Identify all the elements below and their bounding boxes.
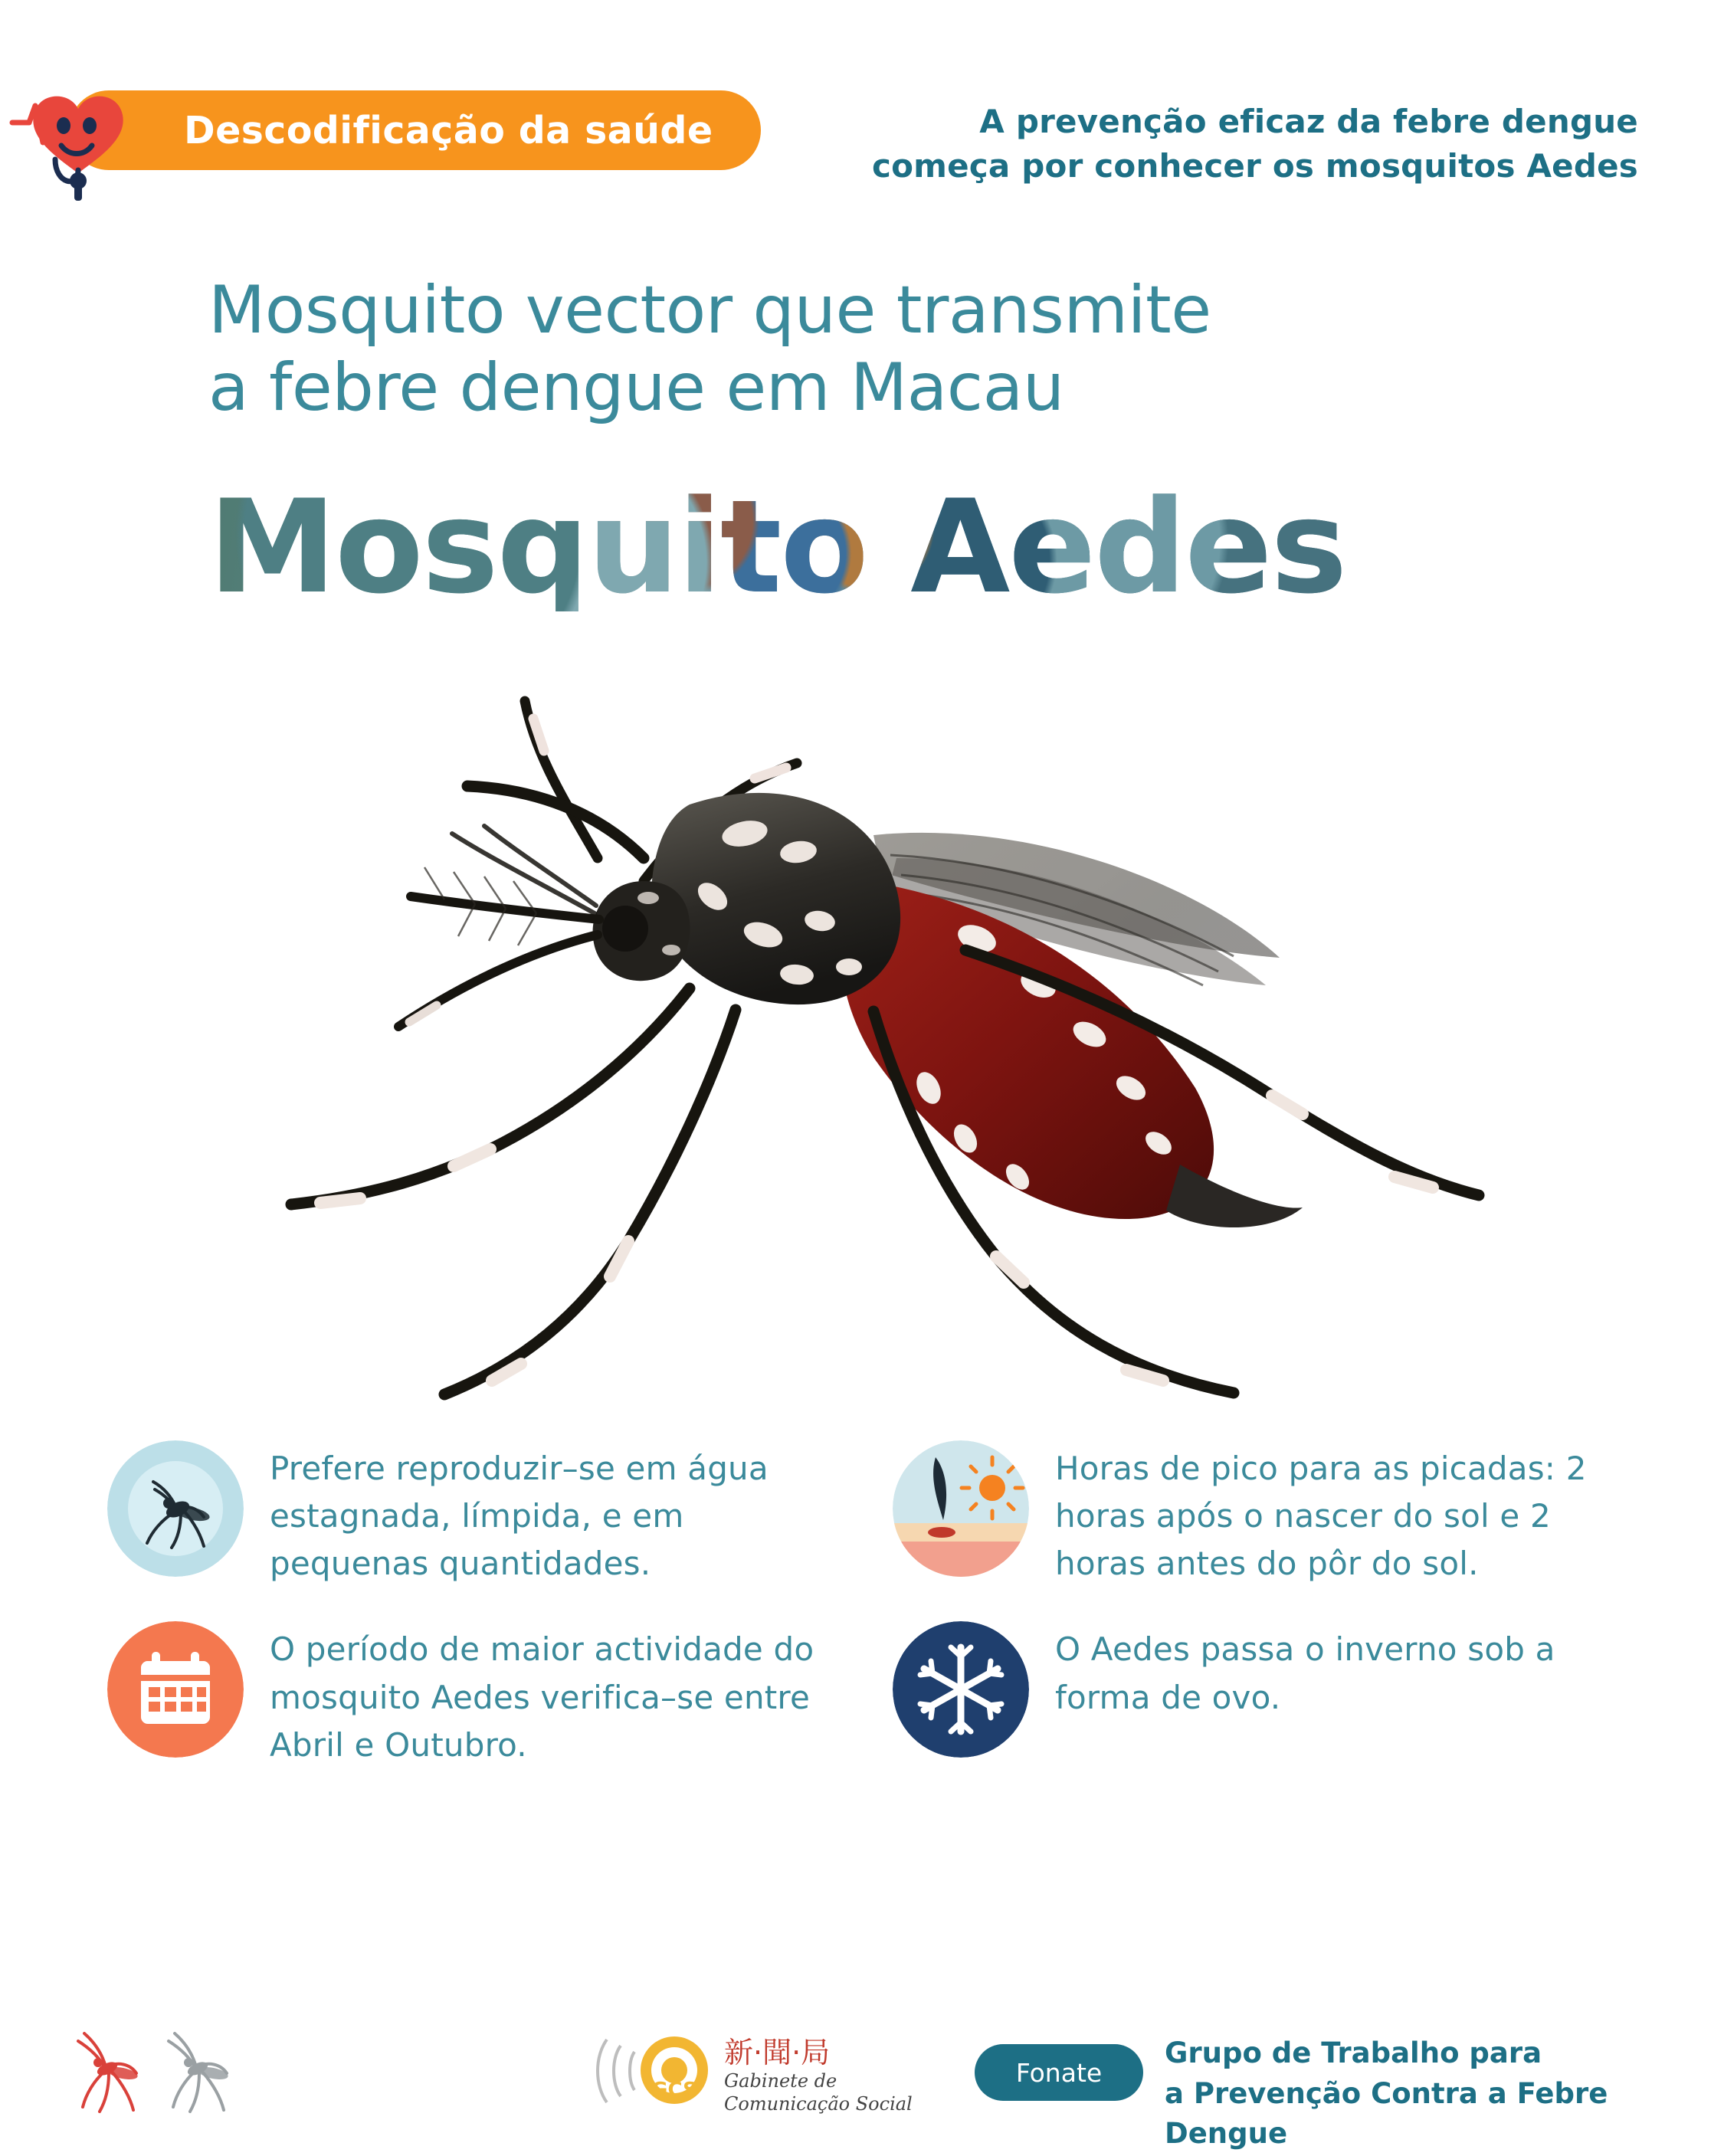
- fact-item-winter: [893, 1621, 1624, 1768]
- page-title: Mosquito Aedes: [208, 472, 1346, 622]
- fact-item-breeding: [107, 1440, 839, 1588]
- heart-stethoscope-icon: [8, 69, 149, 211]
- tagline-line-2: começa por conhecer os mosquitos Aedes: [871, 146, 1638, 185]
- svg-text:Gabinete de: Gabinete de: [724, 2070, 837, 2092]
- svg-text:新·聞·局: 新·聞·局: [724, 2036, 831, 2069]
- mosquito-water-icon: [107, 1440, 244, 1577]
- title-block: [208, 272, 1557, 428]
- aedes-mosquito-photo: [107, 628, 1624, 1433]
- footer-group-line-2: a Prevenção Contra a Febre Dengue: [1165, 2076, 1608, 2151]
- fact-text-breeding: Prefere reproduzir–se em água estagnada, límpida, e em pequenas quantidades.: [270, 1450, 769, 1583]
- header: [0, 0, 1724, 230]
- title-line-2: a febre dengue em Macau: [208, 349, 1064, 427]
- snowflake-icon: [893, 1621, 1029, 1758]
- mosquito-illustration-svg: [107, 628, 1624, 1433]
- fonate-button[interactable]: Fonate: [975, 2044, 1143, 2101]
- fact-text-winter: O Aedes passa o inverno sob a forma de ovo.: [1055, 1630, 1555, 1716]
- calendar-icon: [107, 1621, 244, 1758]
- header-tagline: [872, 100, 1638, 188]
- fact-item-season: [107, 1621, 839, 1768]
- facts-grid: [107, 1440, 1624, 1769]
- bite-sun-icon: [893, 1440, 1029, 1577]
- two-mosquitoes-icon: [61, 2010, 253, 2125]
- footer-group-name: [1165, 2033, 1724, 2154]
- gcs-logo-icon: [590, 2017, 942, 2124]
- badge-label: Descodificação da saúde: [69, 90, 761, 170]
- svg-text:Comunicação Social: Comunicação Social: [724, 2093, 913, 2115]
- tagline-line-1: A prevenção eficaz da febre dengue: [979, 103, 1638, 140]
- footer: [0, 1980, 1724, 2156]
- fact-text-season: O período de maior actividade do mosquito Aedes verifica–se entre Abril e Outubro.: [270, 1630, 814, 1764]
- footer-group-line-1: Grupo de Trabalho para: [1165, 2036, 1542, 2069]
- fact-item-biting-hours: [893, 1440, 1624, 1588]
- svg-text:GCS: GCS: [651, 2079, 697, 2102]
- fact-text-biting-hours: Horas de pico para as picadas: 2 horas após o nascer do sol e 2 horas antes do pôr do sol.: [1055, 1450, 1587, 1583]
- title-line-1: Mosquito vector que transmite: [208, 272, 1211, 349]
